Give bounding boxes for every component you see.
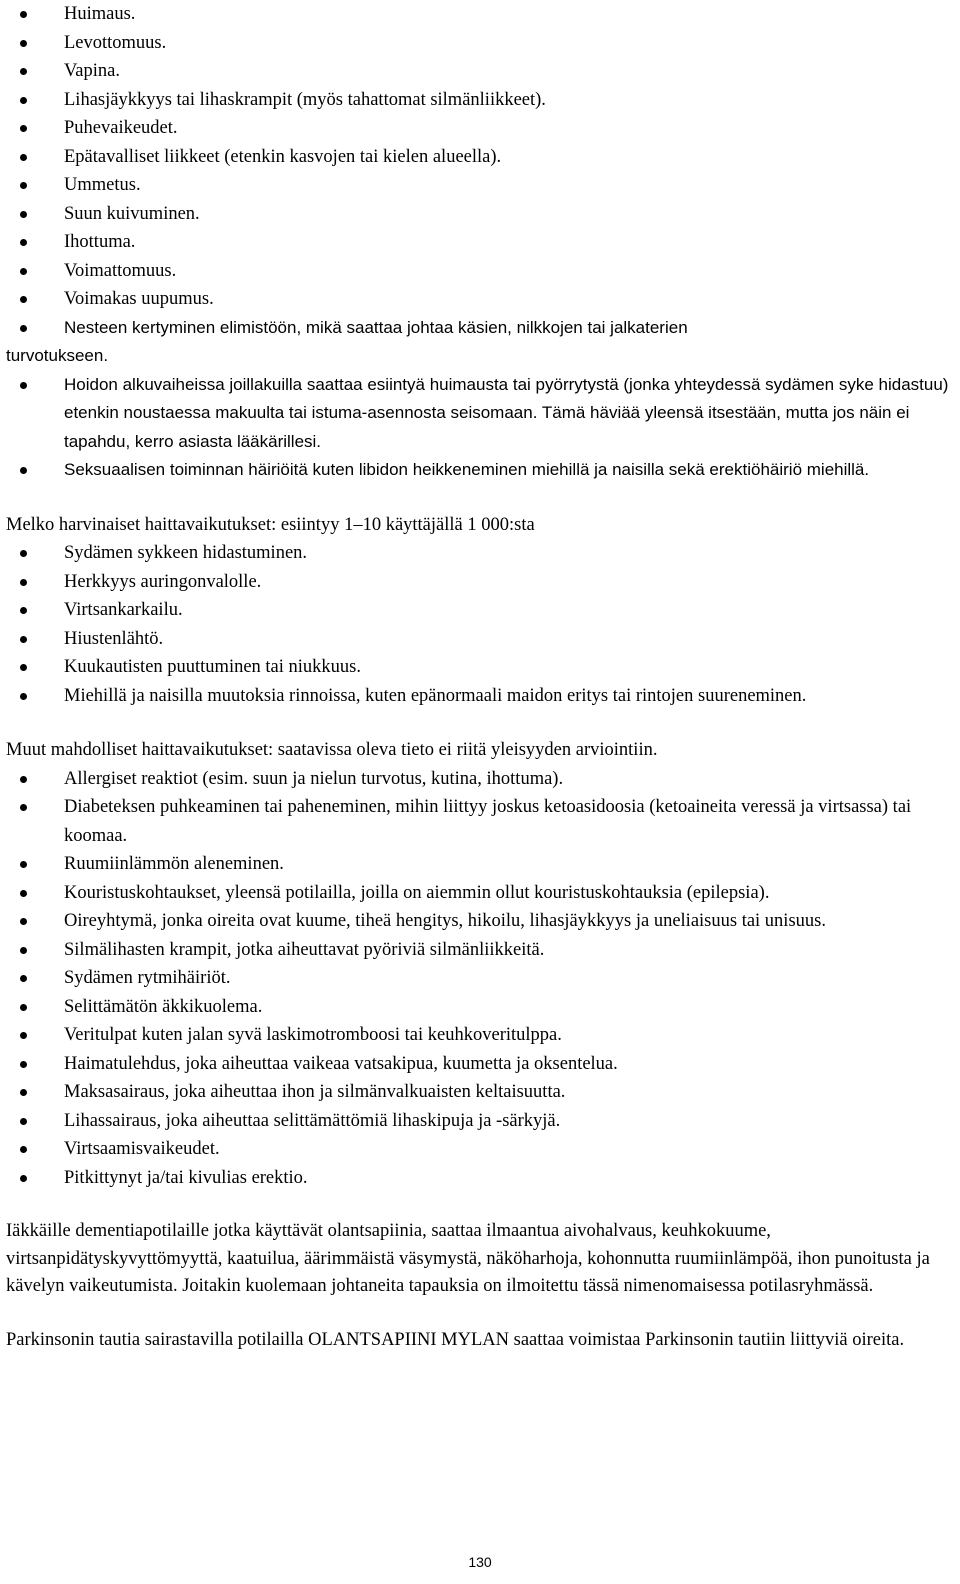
list-item: Sydämen rytmihäiriöt.: [6, 964, 950, 993]
list-item: Epätavalliset liikkeet (etenkin kasvojen tai kielen alueella).: [6, 143, 950, 172]
side-effects-list-unknown: [6, 765, 950, 1193]
list-item-text: Hoidon alkuvaiheissa joillakuilla saattaa esiintyä huimausta tai pyörrytystä (jonka yhteydessä sydämen syke hidastuu) etenkin noustaessa makuulta tai istuma-asennosta seisomaan. Tämä häviää yleensä itsestään, mutta jos näin ei tapahdu, kerro asiasta lääkärillesi.: [64, 374, 949, 451]
document-page: [6, 0, 950, 1354]
list-item: Suun kuivuminen.: [6, 200, 950, 229]
section-heading-unknown: Muut mahdolliset haittavaikutukset: saatavissa oleva tieto ei riitä yleisyyden arviointiin.: [6, 740, 658, 760]
paragraph-elderly-dementia: Iäkkäille dementiapotilaille jotka käyttävät olantsapiinia, saattaa ilmaantua aivohalvaus, keuhkokuume, virtsanpidätyskyvyttömyyttä, kaatuilua, äärimmäistä väsymystä, näköharhoja, kohonnutta ruumiinlämpöä, ihon punoitusta ja kävelyn vaikeutumista. Joitakin kuolemaan johtaneita tapauksia on ilmoitettu tässä nimenomaisessa potilasryhmässä.: [6, 1221, 930, 1296]
list-item-text: Nesteen kertyminen elimistöön, mikä saattaa johtaa käsien, nilkkojen tai jalkaterien: [64, 317, 688, 337]
list-item: [6, 371, 950, 457]
list-item: Voimattomuus.: [6, 257, 950, 286]
list-item: Maksasairaus, joka aiheuttaa ihon ja silmänvalkuaisten keltaisuutta.: [6, 1078, 950, 1107]
list-item: Vapina.: [6, 57, 950, 86]
list-item-text: Seksuaalisen toiminnan häiriöitä kuten libidon heikkeneminen miehillä ja naisilla sekä erektiöhäiriö miehillä.: [64, 460, 870, 479]
list-item: [6, 314, 950, 371]
list-item: Huimaus.: [6, 0, 950, 29]
paragraph-parkinson: Parkinsonin tautia sairastavilla potilailla OLANTSAPIINI MYLAN saattaa voimistaa Parkinsonin tautiin liittyviä oireita.: [6, 1329, 905, 1350]
list-item: Oireyhtymä, jonka oireita ovat kuume, tiheä hengitys, hikoilu, lihasjäykkyys ja uneliaisuus tai unisuus.: [6, 907, 950, 936]
list-item: Veritulpat kuten jalan syvä laskimotromboosi tai keuhkoveritulppa.: [6, 1021, 950, 1050]
list-item: Ruumiinlämmön aleneminen.: [6, 850, 950, 879]
list-item: Lihassairaus, joka aiheuttaa selittämättömiä lihaskipuja ja -särkyjä.: [6, 1107, 950, 1136]
list-item: Diabeteksen puhkeaminen tai paheneminen, mihin liittyy joskus ketoasidoosia (ketoaineita veressä ja virtsassa) tai koomaa.: [6, 793, 950, 850]
side-effects-list-uncommon: [6, 539, 950, 710]
list-item: Pitkittynyt ja/tai kivulias erektio.: [6, 1164, 950, 1193]
list-item: Virtsaamisvaikeudet.: [6, 1135, 950, 1164]
list-item: Hiustenlähtö.: [6, 625, 950, 654]
section-heading-uncommon: Melko harvinaiset haittavaikutukset: esiintyy 1–10 käyttäjällä 1 000:sta: [6, 514, 535, 535]
list-item: Ummetus.: [6, 171, 950, 200]
side-effects-list-common: [6, 0, 950, 485]
list-item: Voimakas uupumus.: [6, 285, 950, 314]
list-item: Virtsankarkailu.: [6, 596, 950, 625]
list-item: Miehillä ja naisilla muutoksia rinnoissa, kuten epänormaali maidon eritys tai rintojen suureneminen.: [6, 682, 950, 711]
list-item: Puhevaikeudet.: [6, 114, 950, 143]
page-number: 130: [468, 1554, 492, 1570]
list-item: Kouristuskohtaukset, yleensä potilailla, joilla on aiemmin ollut kouristuskohtauksia (epilepsia).: [6, 879, 950, 908]
list-item: Lihasjäykkyys tai lihaskrampit (myös tahattomat silmänliikkeet).: [6, 86, 950, 115]
list-item: Kuukautisten puuttuminen tai niukkuus.: [6, 653, 950, 682]
list-item: Selittämätön äkkikuolema.: [6, 993, 950, 1022]
list-item: Ihottuma.: [6, 228, 950, 257]
list-item: Haimatulehdus, joka aiheuttaa vaikeaa vatsakipua, kuumetta ja oksentelua.: [6, 1050, 950, 1079]
list-item: Allergiset reaktiot (esim. suun ja nielun turvotus, kutina, ihottuma).: [6, 765, 950, 794]
list-item: Levottomuus.: [6, 29, 950, 58]
list-item: [6, 456, 950, 485]
list-item-continuation: turvotukseen.: [6, 346, 109, 365]
list-item: Herkkyys auringonvalolle.: [6, 568, 950, 597]
list-item: Silmälihasten krampit, jotka aiheuttavat pyöriviä silmänliikkeitä.: [6, 936, 950, 965]
list-item: Sydämen sykkeen hidastuminen.: [6, 539, 950, 568]
